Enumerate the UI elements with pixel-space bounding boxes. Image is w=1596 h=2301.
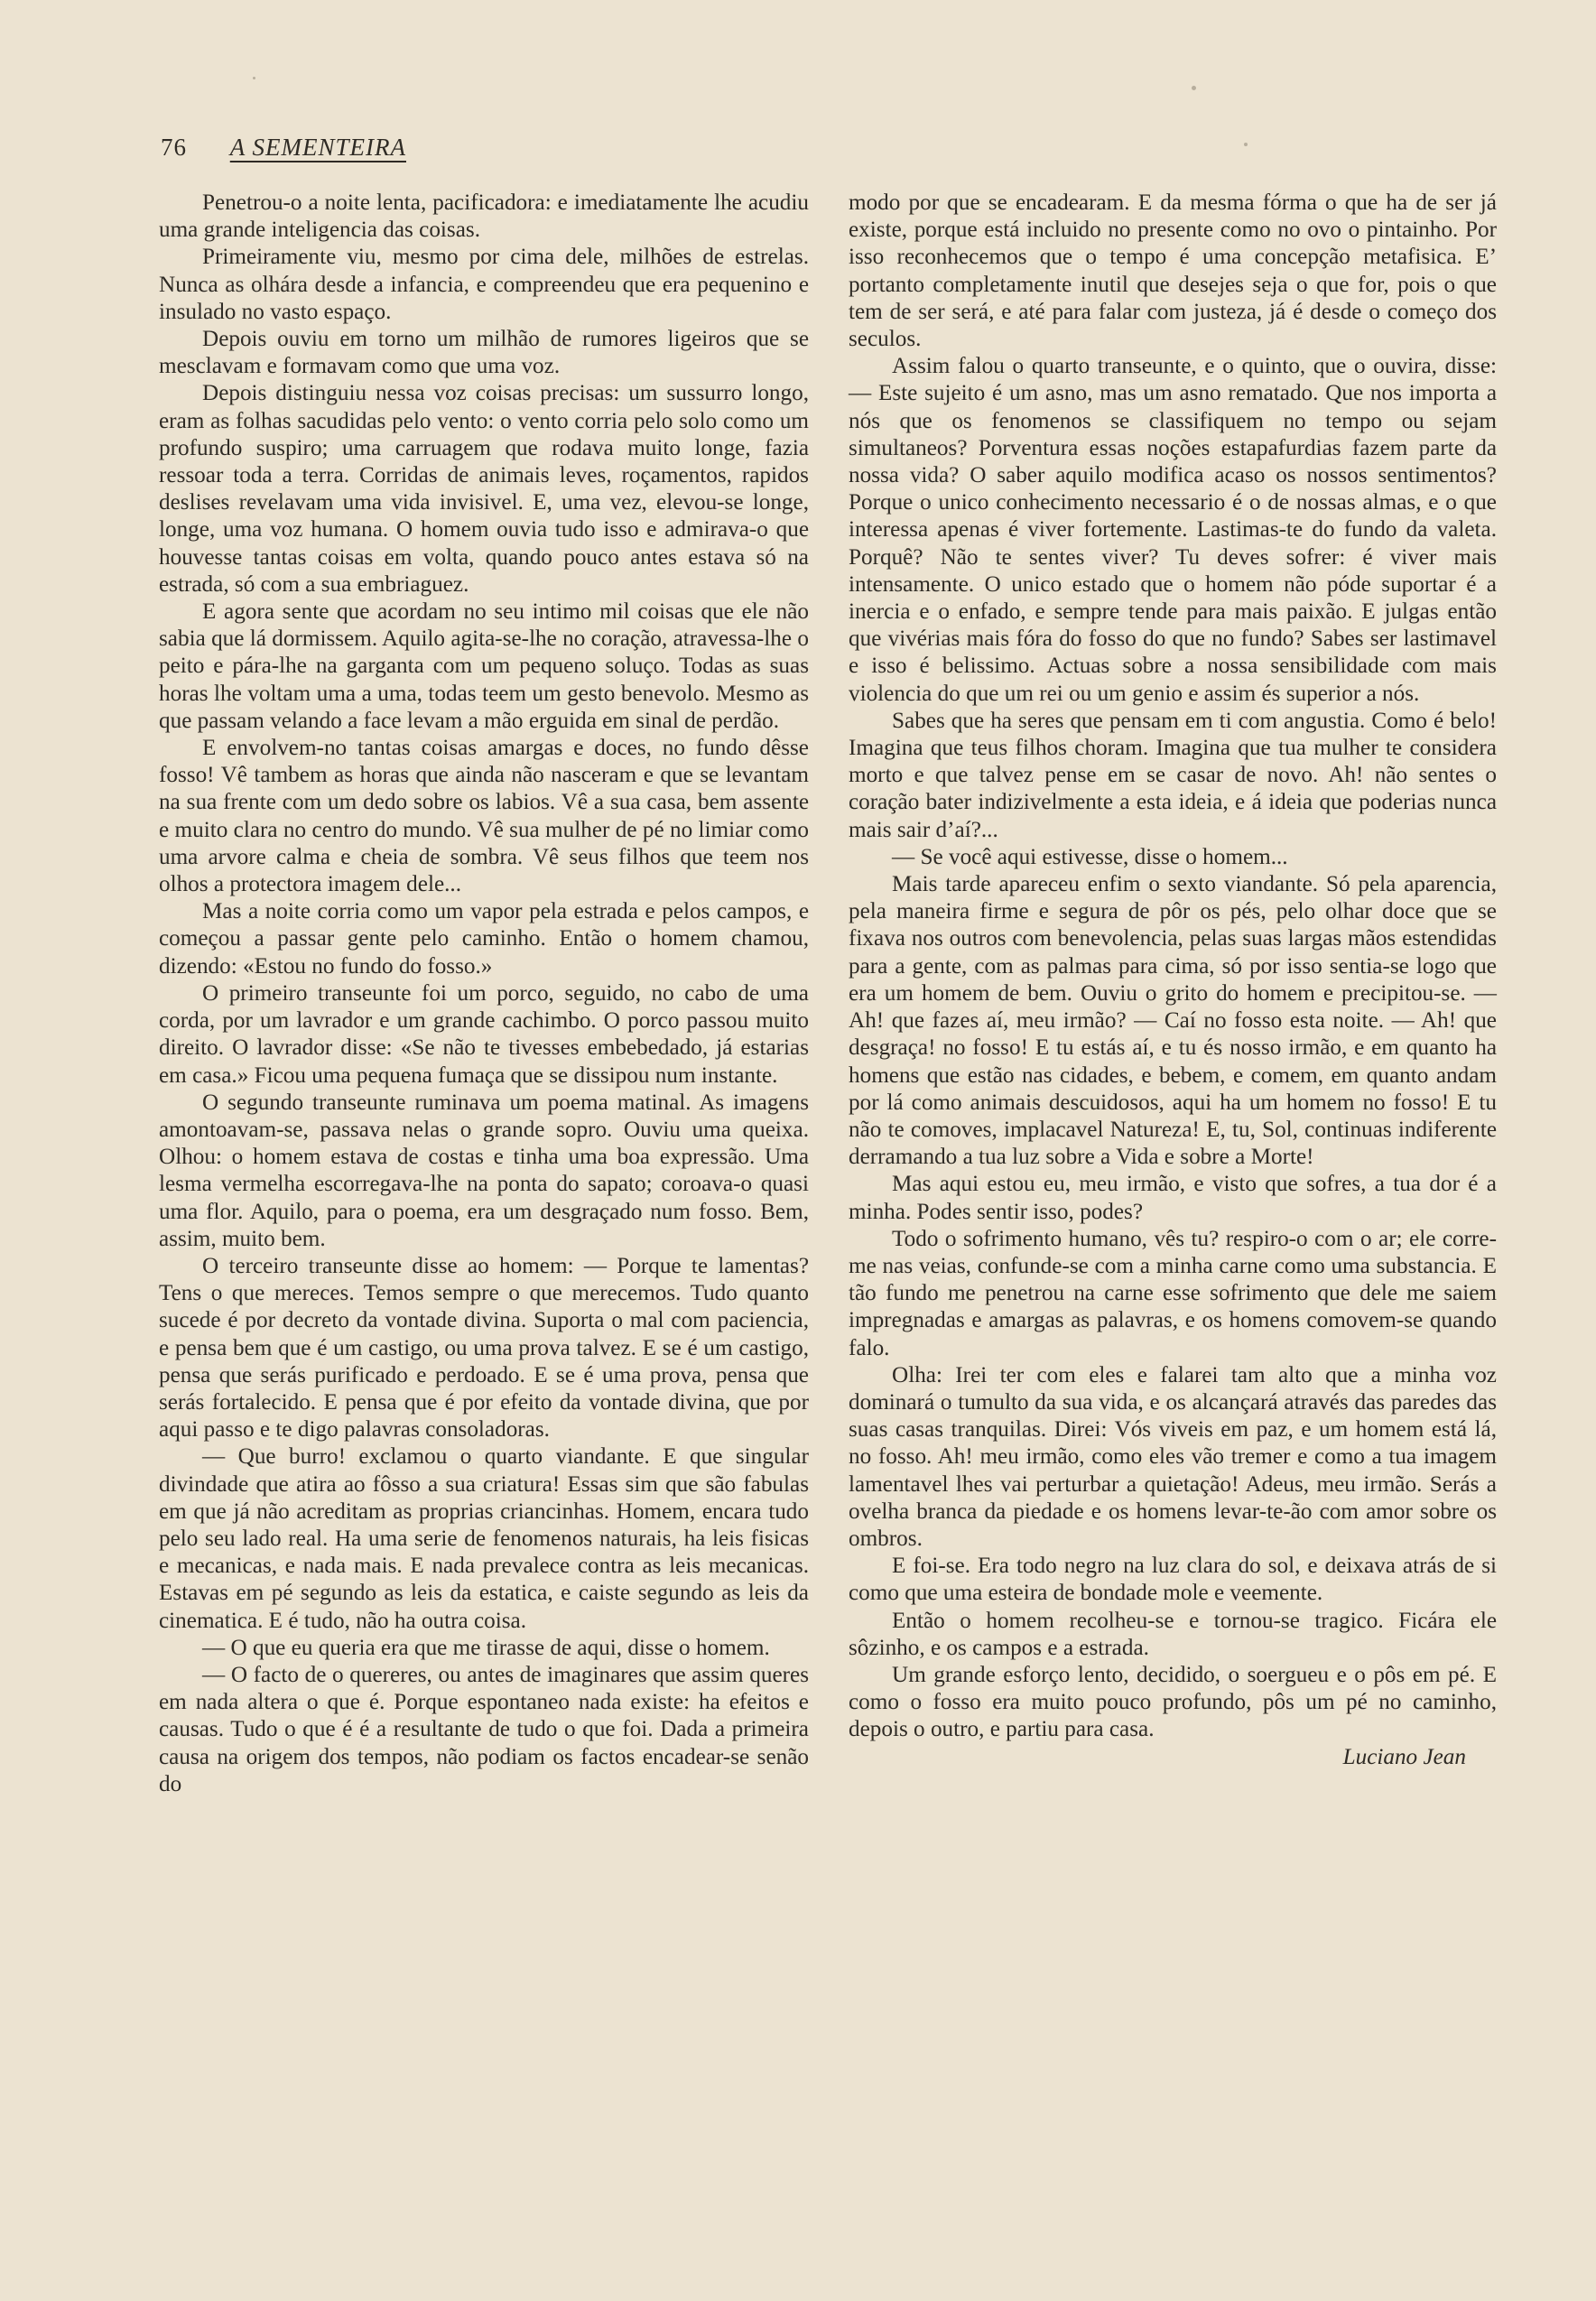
paragraph: E envolvem-no tantas coisas amargas e doces, no fundo dêsse fosso! Vê tambem as horas que ainda não nasceram e que se levantam na sua frente com um dedo sobre os labios. Vê a sua casa, bem assente e muito clara no centro do mundo. Vê sua mulher de pé no limiar como uma arvore calma e cheia de sombra. Vê seus filhos que teem nos olhos a protectora imagem dele... <box>159 736 809 897</box>
paragraph: Sabes que ha seres que pensam em ti com angustia. Como é belo! Imagina que teus filhos choram. Imagina que tua mulher te considera morto e que talvez pense em se casar de novo. Ah! não sentes o coração bater indizivelmente a esta ideia, e á ideia que poderias nunca mais sair d’aí?... <box>849 708 1497 842</box>
paragraph: Depois distinguiu nessa voz coisas precisas: um sussurro longo, eram as folhas sacudidas pelo vento: o vento corria pelo solo como um profundo suspiro; uma carruagem que rodava muito longe, fazia ressoar toda a terra. Corridas de animais leves, roçamentos, rapidos deslises revelavam uma vida invisivel. E, uma vez, elevou-se longe, longe, uma voz humana. O homem ouvia tudo isso e admirava-o que houvesse tantas coisas em volta, quando pouco antes estava só na estrada, só com a sua embriaguez. <box>159 381 809 597</box>
paragraph: Olha: Irei ter com eles e falarei tam alto que a minha voz dominará o tumulto da sua vida, e os alcançará através das paredes das suas casas tranquilas. Direi: Vós viveis em paz, e um homem está lá, no fosso. Ah! meu irmão, como eles vão tremer e como a tua imagem lamentavel lhes vai perturbar a quietação! Adeus, meu irmão. Serás a ovelha branca da piedade e os homens levar-te-ão com amor sobre os ombros. <box>849 1362 1497 1551</box>
paragraph: modo por que se encadearam. E da mesma fórma o que ha de ser já existe, porque está incluido no presente como no ovo o pintainho. Por isso reconhecemos que o tempo é uma concepção metafisica. E’ portanto completamente inutil que desejes seja o que for, pois o que tem de ser será, e até para falar com justeza, já é desde o começo dos seculos. <box>849 190 1497 352</box>
publication-title: A SEMENTEIRA <box>229 134 406 161</box>
paragraph: — O que eu queria era que me tirasse de aqui, disse o homem. <box>202 1635 770 1660</box>
paragraph: O terceiro transeunte disse ao homem: — Porque te lamentas? Tens o que mereces. Temos sempre o que merecemos. Tudo quanto sucede é por decreto da vontade divina. Suporta o mal com paciencia, e pensa bem que é um castigo, ou uma prova talvez. E se é um castigo, pensa que serás purificado e perdoado. E se é uma prova, pensa que serás fortalecido. E pensa que é por efeito da vontade divina, que por aqui passo e te digo palavras consoladoras. <box>159 1253 809 1443</box>
paragraph: Um grande esforço lento, decidido, o soergueu e o pôs em pé. E como o fosso era muito pouco profundo, pôs um pé no caminho, depois o outro, e partiu para casa. <box>849 1662 1497 1742</box>
right-column <box>849 190 1497 1771</box>
left-column <box>159 190 809 1798</box>
paragraph: — Que burro! exclamou o quarto viandante. E que singular divindade que atira ao fôsso a sua criatura! Essas sim que são fabulas em que já não acreditam as proprias criancinhas. Homem, encara tudo pelo seu lado real. Ha uma serie de fenomenos naturais, ha leis fisicas e mecanicas, e nada mais. E nada prevalece contra as leis mecanicas. Estavas em pé segundo as leis da estatica, e caiste segundo as leis da cinematica. E é tudo, não ha outra coisa. <box>159 1444 809 1633</box>
paragraph: E foi-se. Era todo negro na luz clara do sol, e deixava atrás de si como que uma esteira de bondade mole e veemente. <box>849 1554 1497 1606</box>
paragraph: Então o homem recolheu-se e tornou-se tragico. Ficára ele sôzinho, e os campos e a estrada. <box>849 1608 1497 1660</box>
paragraph: O primeiro transeunte foi um porco, seguido, no cabo de uma corda, por um lavrador e um grande cachimbo. O porco passou muito direito. O lavrador disse: «Se não te tivesses embebedado, já estarias em casa.» Ficou uma pequena fumaça que se dissipou num instante. <box>159 980 809 1088</box>
paragraph: Mas a noite corria como um vapor pela estrada e pelos campos, e começou a passar gente pelo caminho. Então o homem chamou, dizendo: «Estou no fundo do fosso.» <box>159 899 809 979</box>
paper-speck <box>1192 86 1196 90</box>
paragraph: Assim falou o quarto transeunte, e o quinto, que o ouvira, disse: — Este sujeito é um asno, mas um asno rematado. Que nos importa a nós que os fenomenos se classifiquem no tempo ou sejam simultaneos? Porventura essas noções estapafurdias fazem parte da nossa vida? O saber aquilo modifica acaso os nossos sentimentos? Porque o unico conhecimento necessario é o de nossas almas, e o que interessa apenas é viver fortemente. Lastimas-te do fundo da valeta. Porquê? Não te sentes viver? Tu deves sofrer: é viver mais intensamente. O unico estado que o homem não póde suportar é a inercia e o enfado, e sempre tende para mais paixão. E julgas então que vivérias mais fóra do fosso do que no fundo? Sabes ser lastimavel e isso é belissimo. Actuas sobre a nossa sensibilidade com mais violencia do que um rei ou um genio e assim és superior a nós. <box>849 354 1497 706</box>
page-number: 76 <box>161 134 187 161</box>
paragraph: E agora sente que acordam no seu intimo mil coisas que ele não sabia que lá dormissem. Aquilo agita-se-lhe no coração, atravessa-lhe o peito e pára-lhe na garganta com um pequeno soluço. Todas as suas horas lhe voltam uma a uma, todas teem um gesto benevolo. Mesmo as que passam velando a face levam a mão erguida em sinal de perdão. <box>159 599 809 733</box>
paper-speck <box>1244 143 1248 146</box>
paragraph: Penetrou-o a noite lenta, pacificadora: e imediatamente lhe acudiu uma grande inteligencia das coisas. <box>159 190 809 243</box>
paragraph: — O facto de o quereres, ou antes de imaginares que assim queres em nada altera o que é. Porque espontaneo nada existe: ha efeitos e causas. Tudo o que é é a resultante de tudo o que foi. Dada a primeira causa na origem dos tempos, não podiam os factos encadear-se senão do <box>159 1662 809 1796</box>
paragraph: O segundo transeunte ruminava um poema matinal. As imagens amontoavam-se, passava nelas o grande sopro. Ouviu uma queixa. Olhou: o homem estava de costas e tinha uma boa expressão. Uma lesma vermelha escorregava-lhe na ponta do sapato; coroava-o quasi uma flor. Aquilo, para o poema, era um desgraçado num fosso. Bem, assim, muito bem. <box>159 1090 809 1251</box>
paragraph: Depois ouviu em torno um milhão de rumores ligeiros que se mesclavam e formavam como que uma voz. <box>159 327 809 379</box>
paragraph: — Se você aqui estivesse, disse o homem... <box>892 844 1288 869</box>
paragraph: Todo o sofrimento humano, vês tu? respiro-o com o ar; ele corre-me nas veias, confunde-se com a minha carne como uma substancia. E tão fundo me penetrou na carne esse sofrimento que dele me saiem impregnadas e amargas as palavras, e os homens comovem-se quando falo. <box>849 1226 1497 1360</box>
paragraph: Primeiramente viu, mesmo por cima dele, milhões de estrelas. Nunca as olhára desde a infancia, e compreendeu que era pequenino e insulado no vasto espaço. <box>159 245 809 324</box>
page-header <box>161 134 406 162</box>
author-signature: Luciano Jean <box>1342 1744 1466 1769</box>
paragraph: Mas aqui estou eu, meu irmão, e visto que sofres, a tua dor é a minha. Podes sentir isso, podes? <box>849 1172 1497 1224</box>
paragraph: Mais tarde apareceu enfim o sexto viandante. Só pela aparencia, pela maneira firme e segura de pôr os pés, pelo olhar doce que se fixava nos outros com benevolencia, pelas suas largas mãos estendidas para a gente, com as palmas para cima, só por isso sentia-se logo que era um homem de bem. Ouviu o grito do homem e precipitou-se. — Ah! que fazes aí, meu irmão? — Caí no fosso esta noite. — Ah! que desgraça! no fosso! E tu estás aí, e tu és nosso irmão, e em quanto ha homens que estão nas cidades, e bebem, e comem, em quanto andam por lá como animais descuidosos, aqui ha um homem no fosso! E tu não te comoves, implacavel Natureza! E, tu, Sol, continuas indiferente derramando a tua luz sobre a Vida e sobre a Morte! <box>849 872 1497 1170</box>
paper-speck <box>253 77 255 79</box>
